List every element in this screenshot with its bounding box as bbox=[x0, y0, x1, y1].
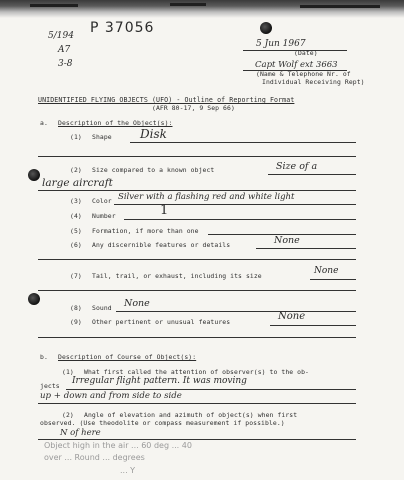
section-a-letter: a. bbox=[40, 119, 48, 127]
item-b1-label-2: jects bbox=[40, 382, 60, 390]
item-a4-label: Number bbox=[92, 212, 116, 220]
item-a6-num: (6) bbox=[70, 241, 82, 249]
punch-hole-icon bbox=[260, 22, 272, 34]
item-b2-num: (2) bbox=[62, 411, 74, 419]
item-a9-label: Other pertinent or unusual features bbox=[92, 318, 231, 326]
form-subtitle: (AFR 80-17, 9 Sep 66) bbox=[152, 104, 235, 112]
item-b1-label-1: What first called the attention of observer(s) to the ob- bbox=[84, 368, 310, 376]
date-label: (Date) bbox=[294, 49, 318, 57]
date-value: 5 Jun 1967 bbox=[256, 39, 306, 49]
attention-value-1: Irregular flight pattern. It was moving bbox=[72, 376, 247, 386]
item-a7-label: Tail, trail, or exhaust, including its size bbox=[92, 272, 262, 280]
margin-code-3: 3-8 bbox=[58, 59, 73, 69]
tail-value: None bbox=[314, 266, 339, 276]
item-a3-num: (3) bbox=[70, 197, 82, 205]
attention-value-2: up + down and from side to side bbox=[40, 391, 182, 401]
color-value: Silver with a flashing red and white light bbox=[118, 192, 295, 202]
item-a2-num: (2) bbox=[70, 166, 82, 174]
item-a8-num: (8) bbox=[70, 304, 82, 312]
item-a9-num: (9) bbox=[70, 318, 82, 326]
section-a-heading: Description of the Object(s): bbox=[58, 119, 173, 127]
item-a1-num: (1) bbox=[70, 133, 82, 141]
size-value-2: large aircraft bbox=[42, 177, 113, 189]
item-a5-num: (5) bbox=[70, 227, 82, 235]
margin-code-1: 5/194 bbox=[48, 31, 74, 41]
elevation-value-2: Object high in the air ... 60 deg ... 40 bbox=[44, 441, 192, 450]
shape-value: Disk bbox=[140, 127, 167, 141]
item-a1-label: Shape bbox=[92, 133, 112, 141]
receiver-label-2: Individual Receiving Rept) bbox=[262, 78, 365, 86]
punch-hole-icon bbox=[28, 169, 40, 181]
item-a5-label: Formation, if more than one bbox=[92, 227, 199, 235]
item-b2-label-2: observed. (Use theodolite or compass measurement if possible.) bbox=[40, 419, 285, 427]
elevation-value-1: N of here bbox=[60, 428, 101, 438]
section-b-letter: b. bbox=[40, 353, 48, 361]
item-a6-label: Any discernible features or details bbox=[92, 241, 231, 249]
receiver-label-1: (Name & Telephone Nr. of bbox=[256, 70, 351, 78]
form-title: UNIDENTIFIED FLYING OBJECTS (UFO) - Outline of Reporting Format bbox=[38, 96, 295, 104]
item-a8-label: Sound bbox=[92, 304, 112, 312]
item-b2-label-1: Angle of elevation and azimuth of object(s) when first bbox=[84, 411, 298, 419]
elevation-value-3: over ... Round ... degrees bbox=[44, 453, 145, 462]
scan-edge-band bbox=[0, 0, 404, 18]
item-b1-num: (1) bbox=[62, 368, 74, 376]
receiver-value: Capt Wolf ext 3663 bbox=[255, 60, 338, 70]
features-value: None bbox=[274, 235, 300, 246]
margin-code-2: A7 bbox=[58, 45, 71, 55]
punch-hole-icon bbox=[28, 293, 40, 305]
item-a2-label: Size compared to a known object bbox=[92, 166, 215, 174]
other-value: None bbox=[278, 311, 306, 322]
item-a3-label: Color bbox=[92, 197, 112, 205]
section-b-heading: Description of Course of Object(s): bbox=[58, 353, 197, 361]
file-number: P 37056 bbox=[90, 20, 155, 36]
elevation-value-4: ... Y bbox=[120, 466, 136, 475]
item-a7-num: (7) bbox=[70, 272, 82, 280]
item-a4-num: (4) bbox=[70, 212, 82, 220]
sound-value: None bbox=[124, 298, 150, 309]
number-value: 1 bbox=[160, 203, 169, 218]
size-value-1: Size of a bbox=[276, 161, 318, 172]
